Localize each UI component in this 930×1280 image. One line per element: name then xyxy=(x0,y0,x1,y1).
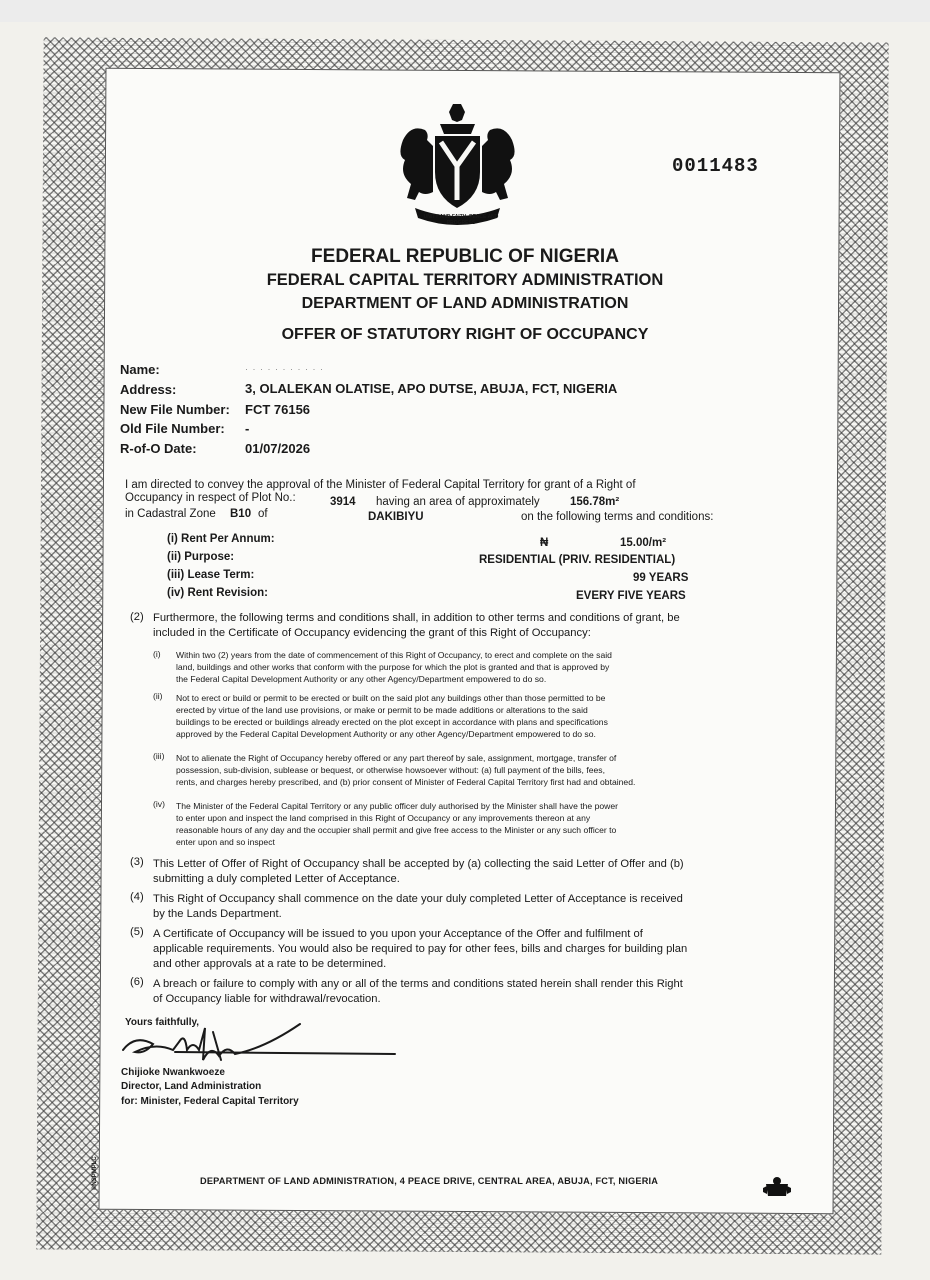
address-value: 3, OLALEKAN OLATISE, APO DUTSE, ABUJA, FCT, NIGERIA xyxy=(245,381,618,396)
rofo-date-label: R-of-O Date: xyxy=(120,441,197,456)
cadastral-zone: B10 xyxy=(230,508,252,520)
clause-2-number: (2) xyxy=(130,611,144,623)
subclause-i-line: the Federal Capital Development Authority or any other Agency/Department empowered to do so. xyxy=(176,674,547,684)
clause-4-number: (4) xyxy=(130,891,144,903)
term-revision-label: (iv) Rent Revision: xyxy=(167,587,268,599)
clause-3-number: (3) xyxy=(130,856,144,868)
clause-6-line: A breach or failure to comply with any or all of the terms and conditions stated herein shall render this Right xyxy=(153,978,683,990)
clause-5-number: (5) xyxy=(130,926,144,938)
subclause-iii-line: possession, sub-division, sublease or bequest, or otherwise howsoever without: (a) full payment of the bills, fees, xyxy=(176,765,605,775)
old-file-number-value: - xyxy=(245,421,250,436)
serial-number: 0011483 xyxy=(672,155,759,177)
signatory-name: Chijioke Nwankwoeze xyxy=(121,1067,225,1078)
footer-address: DEPARTMENT OF LAND ADMINISTRATION, 4 PEACE DRIVE, CENTRAL AREA, ABUJA, FCT, NIGERIA xyxy=(200,1176,659,1186)
subclause-i-number: (i) xyxy=(153,649,161,659)
subclause-iv-line: enter upon and so inspect xyxy=(176,837,275,847)
administration-heading: FEDERAL CAPITAL TERRITORY ADMINISTRATION xyxy=(266,271,664,289)
subclause-ii-line: buildings to be erected or buildings already erected on the plot except in accordance with plans and specifications xyxy=(176,717,608,727)
clause-4-line: by the Lands Department. xyxy=(153,908,282,920)
coat-of-arms-icon xyxy=(385,100,530,232)
clause-6-line: of Occupancy liable for withdrawal/revocation. xyxy=(153,993,381,1005)
clause-2-line-2: included in the Certificate of Occupancy evidencing the grant of this Right of Occupancy: xyxy=(153,627,591,639)
top-strip xyxy=(0,0,930,22)
clause-4-line: This Right of Occupancy shall commence on the date your duly completed Letter of Acceptance is received xyxy=(153,893,683,905)
subclause-ii-line: erected by virtue of the land use provisions, or make or permit to be made additions or alterations to the said xyxy=(176,705,588,715)
signatory-position: Director, Land Administration xyxy=(121,1081,262,1092)
plot-number: 3914 xyxy=(330,496,356,508)
clause-5-line: and other approvals at a rate to be determined. xyxy=(153,958,387,970)
district-name: DAKIBIYU xyxy=(368,511,424,523)
printer-mark: ©NSPMPLC xyxy=(92,1156,98,1190)
clause-3-line: submitting a duly completed Letter of Acceptance. xyxy=(153,873,400,885)
old-file-number-label: Old File Number: xyxy=(120,421,225,436)
subclause-i-line: land, buildings and other works that conform with the purpose for which the plot is granted and that is approved by xyxy=(176,662,610,672)
emblem-icon xyxy=(762,1176,792,1198)
subclause-iv-line: The Minister of the Federal Capital Territory or any public officer duly authorised by the Minister shall have the power xyxy=(176,801,618,811)
subclause-iii-line: Not to alienate the Right of Occupancy hereby offered or any part thereof by sale, assignment, mortgage, transfer of xyxy=(176,753,617,763)
signature-icon xyxy=(115,1020,405,1070)
subclause-iv-line: reasonable hours of any day and the occupier shall permit and give free access to the Minister or any such officer to xyxy=(176,825,617,835)
subclause-iv-line: to enter upon and inspect the land comprised in this Right of Occupancy or any improvements thereon at any xyxy=(176,813,591,823)
new-file-number-value: FCT 76156 xyxy=(245,402,311,417)
name-value: · · · · · · · · · · · xyxy=(245,364,324,374)
clause-6-number: (6) xyxy=(130,976,144,988)
term-purpose-label: (ii) Purpose: xyxy=(167,551,235,563)
intro-line-1: I am directed to convey the approval of the Minister of Federal Capital Territory for grant of a Right of xyxy=(125,479,636,491)
country-heading: FEDERAL REPUBLIC OF NIGERIA xyxy=(311,246,619,267)
term-revision-value: EVERY FIVE YEARS xyxy=(576,590,686,602)
subclause-i-line: Within two (2) years from the date of commencement of this Right of Occupancy, to erect and complete on the said xyxy=(176,650,612,660)
subclause-iii-line: rents, and charges hereby prescribed, and (b) prior consent of Minister of Federal Capital Territory first had and obtained. xyxy=(176,777,636,787)
intro-line-3a: in Cadastral Zone xyxy=(125,508,216,520)
intro-line-2b: having an area of approximately xyxy=(376,496,540,508)
intro-line-2a: Occupancy in respect of Plot No.: xyxy=(125,492,296,504)
term-lease-label: (iii) Lease Term: xyxy=(167,569,255,581)
document-title: OFFER OF STATUTORY RIGHT OF OCCUPANCY xyxy=(281,326,649,343)
clause-5-line: applicable requirements. You would also be required to pay for other fees, bills and charges for building plan xyxy=(153,943,688,955)
signatory-for-line: for: Minister, Federal Capital Territory xyxy=(121,1096,299,1107)
term-purpose-value: RESIDENTIAL (PRIV. RESIDENTIAL) xyxy=(479,554,676,566)
term-rent-value: 15.00/m² xyxy=(620,537,667,549)
subclause-ii-number: (ii) xyxy=(153,691,163,701)
address-label: Address: xyxy=(120,382,177,397)
name-label: Name: xyxy=(120,362,160,377)
intro-line-3c: on the following terms and conditions: xyxy=(521,511,714,523)
rofo-date-value: 01/07/2026 xyxy=(245,441,311,456)
clause-3-line: This Letter of Offer of Right of Occupancy shall be accepted by (a) collecting the said Letter of Offer and (b) xyxy=(153,858,684,870)
subclause-ii-line: approved by the Federal Capital Development Authority or any other Agency/Department empowered to do so. xyxy=(176,729,596,739)
department-heading: DEPARTMENT OF LAND ADMINISTRATION xyxy=(301,295,629,312)
clause-5-line: A Certificate of Occupancy will be issued to you upon your Acceptance of the Offer and fulfilment of xyxy=(153,928,643,940)
subclause-iv-number: (iv) xyxy=(153,799,165,809)
plot-area: 156.78m² xyxy=(570,496,620,508)
coat-of-arms-motto: UNITY AND FAITH, PEACE AND PROGRESS xyxy=(423,214,499,226)
term-lease-value: 99 YEARS xyxy=(633,572,689,584)
new-file-number-label: New File Number: xyxy=(120,402,230,417)
term-rent-label: (i) Rent Per Annum: xyxy=(167,533,275,545)
subclause-iii-number: (iii) xyxy=(153,751,165,761)
subclause-ii-line: Not to erect or build or permit to be erected or built on the said plot any buildings other than those permitted to be xyxy=(176,693,606,703)
clause-2-line-1: Furthermore, the following terms and conditions shall, in addition to other terms and conditions of grant, be xyxy=(153,612,680,624)
intro-line-3b: of xyxy=(258,508,268,520)
salutation: Yours faithfully, xyxy=(125,1017,200,1028)
naira-sign: ₦ xyxy=(540,537,549,549)
